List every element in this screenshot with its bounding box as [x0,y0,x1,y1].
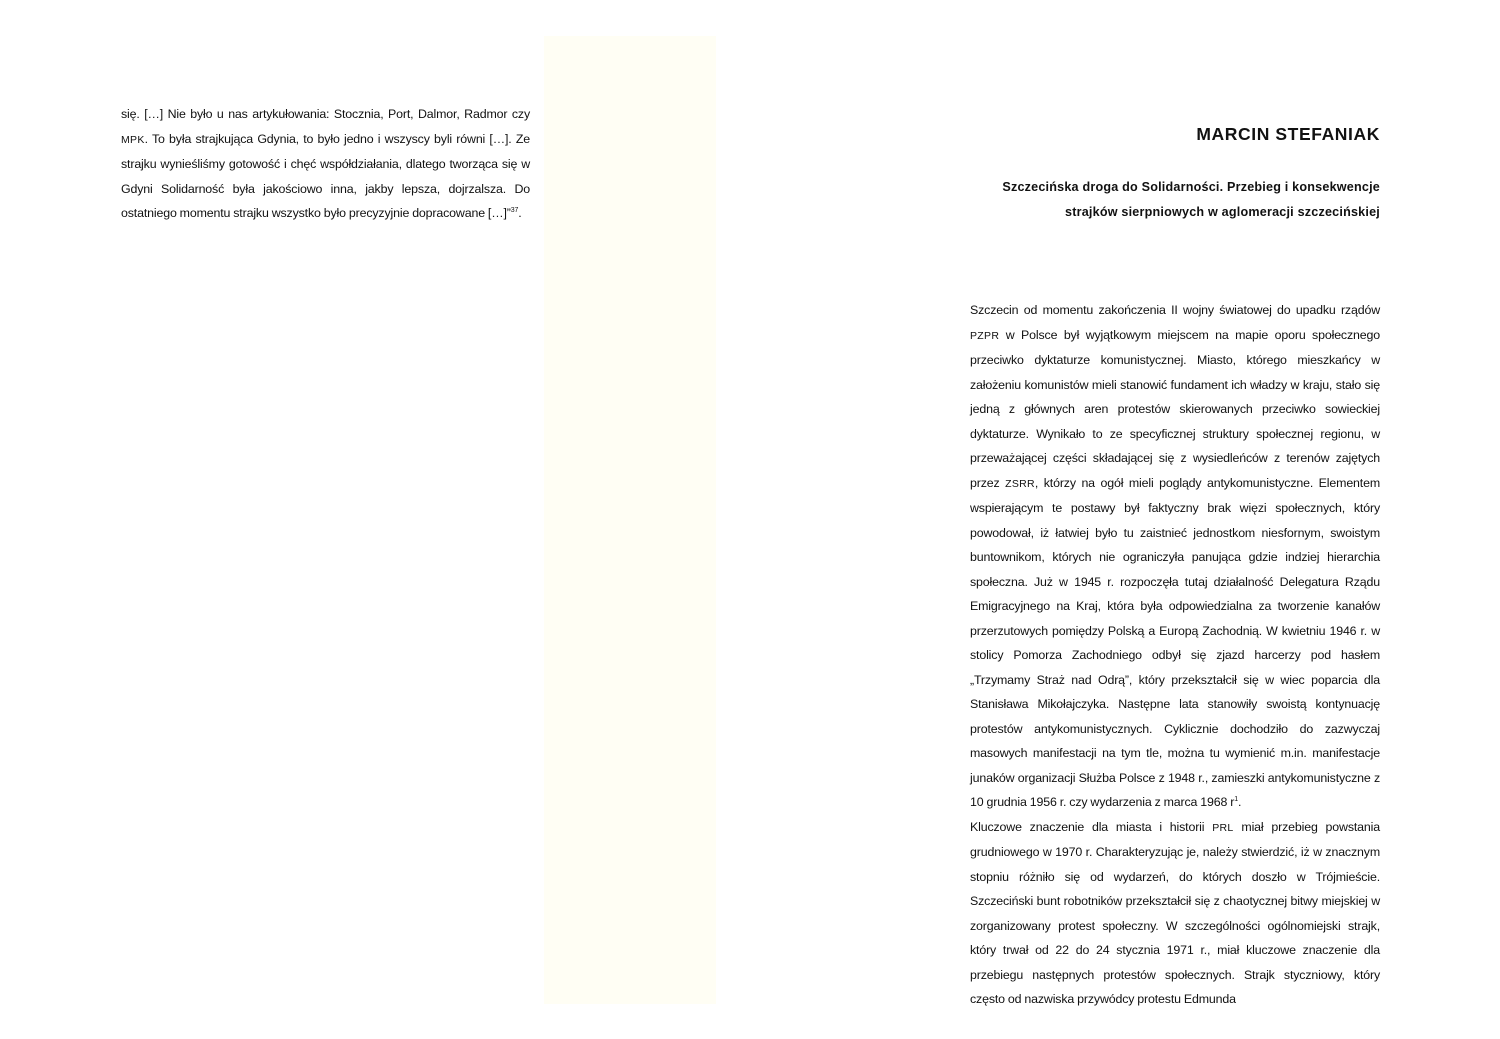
article-title-line-1: Szczecińska droga do Solidarności. Przebieg i konsekwencje [1002,180,1380,194]
article-title-line-2: strajków sierpniowych w aglomeracji szczecińskiej [1065,204,1380,219]
abbr-prl: PRL [1212,821,1234,834]
left-text-2: . To była strajkująca Gdynia, to było jedno i wszyscy byli równi […]. Ze strajku wynieśliśmy gotowość i chęć współdziałania, dlatego tworząca się w Gdyni Solidarność była jakościowo inna, jakby lepsza, dojrzalsza. Do ostatniego momentu strajku wszystko było precyzyjnie dopracowane […]” [121,131,530,220]
abbr-pzpr: PZPR [970,329,1000,342]
left-paragraph [121,102,530,226]
left-text-end: . [518,206,522,220]
paragraph-1 [970,298,1380,815]
p1-text-2: w Polsce był wyjątkowym miejscem na mapie oporu społecznego przeciwko dyktaturze komunistycznej. Miasto, którego mieszkańcy w założeniu komunistów mieli stanowić fundament ich władzy w kraju, stało się jedną z głównych aren protestów skierowanych przeciwko sowieckiej dyktaturze. Wynikało to ze specyficznej struktury społecznej regionu, w przeważającej części składającej się z wysiedleńców z terenów zajętych przez [970,327,1380,490]
article-body [970,298,1380,1012]
paragraph-2 [970,815,1380,1012]
p2-text-1: Kluczowe znaczenie dla miasta i historii [970,819,1213,834]
p1-text-1: Szczecin od momentu zakończenia II wojny światowej do upadku rządów [970,303,1380,317]
footnote-ref-1[interactable]: 1 [1234,796,1238,803]
author-name: MARCIN STEFANIAK [1196,124,1380,144]
p1-text-3: , którzy na ogół mieli poglądy antykomunistyczne. Elementem wspierającym te postawy był faktyczny brak więzi społecznych, który powodował, iż łatwiej było tu zaistnieć jednostkom niesfornym, swoistym buntownikom, których nie ograniczyła panująca gdzie indziej hierarchia społeczna. Już w 1945 r. rozpoczęła tutaj działalność Delegatura Rządu Emigracyjnego na Kraj, która była odpowiedzialna za tworzenie kanałów przerzutowych pomiędzy Polską a Europą Zachodnią. W kwietniu 1946 r. w stolicy Pomorza Zachodniego odbył się zjazd harcerzy pod hasłem „Trzymamy Straż nad Odrą”, który przekształcił się w wiec poparcia dla Stanisława Mikołajczyka. Następne lata stanowiły swoistą kontynuację protestów antykomunistycznych. Cyklicznie dochodziło do zazwyczaj masowych manifestacji na tym tle, można tu wymienić m.in. manifestacje junaków organizacji Służba Polsce z 1948 r., zamieszki antykomunistyczne z 10 grudnia 1956 r. czy wydarzenia z marca 1968 r [970,475,1381,809]
left-page [121,102,530,226]
article-title [970,175,1380,224]
abbr-mpk: MPK [121,133,145,146]
page-gutter [544,36,716,1004]
footnote-ref-37[interactable]: 37 [510,207,519,214]
p2-text-2: miał przebieg powstania grudniowego w 1970 r. Charakteryzując je, należy stwierdzić, iż w znacznym stopniu różniło się od wydarzeń, do których doszło w Trójmieście. Szczeciński bunt robotników przekształcił się z chaotycznej bitwy miejskiej w zorganizowany protest społeczny. W szczególności ogólnomiejski strajk, który trwał od 22 do 24 stycznia 1971 r., miał kluczowe znaczenie dla przebiegu następnych protestów społecznych. Strajk styczniowy, który często od nazwiska przywódcy protestu Edmunda [970,819,1380,1006]
abbr-zsrr: ZSRR [1005,477,1035,490]
left-text-1: się. […] Nie było u nas artykułowania: Stocznia, Port, Dalmor, Radmor czy [121,107,530,121]
p1-text-end: . [1237,795,1242,809]
